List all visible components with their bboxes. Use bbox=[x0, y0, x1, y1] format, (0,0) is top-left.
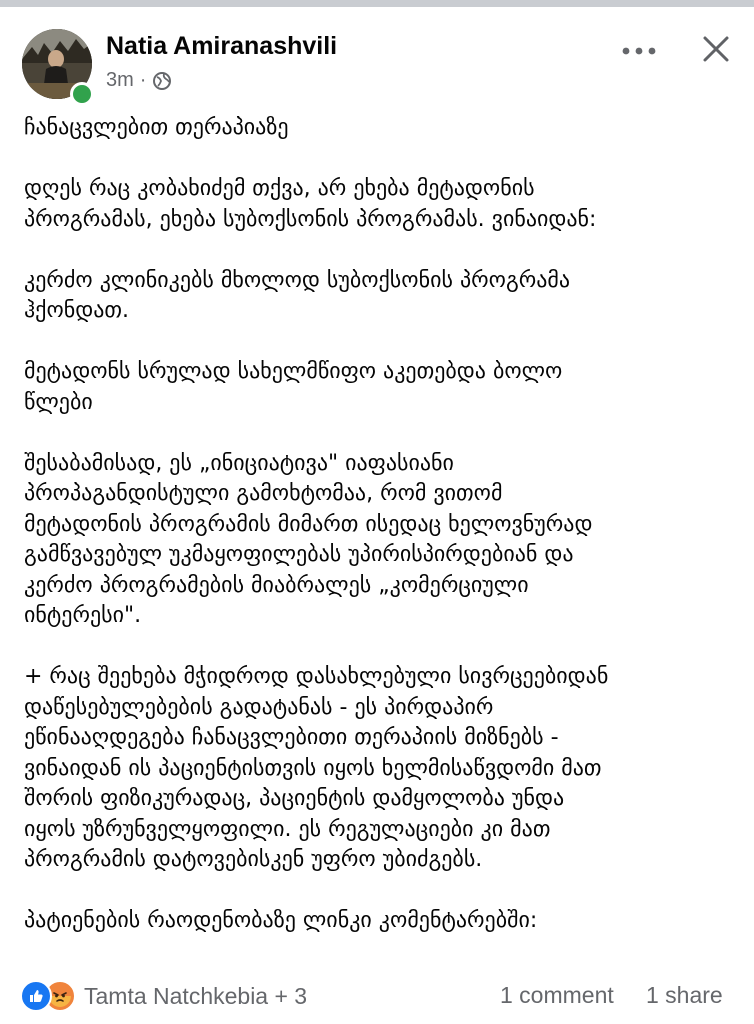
post-line: პატიენების რაოდენობაზე ლინკი კომენტარებში: bbox=[24, 908, 538, 933]
post-paragraph bbox=[24, 266, 740, 327]
post-line: კერძო პროგრამების მიაბრალეს „კომერციული bbox=[24, 572, 529, 598]
post-line: შორის ფიზიკურადაც, პაციენტის დამყოლობა უნდა bbox=[24, 786, 565, 811]
post-line: პროპაგანდისტული გამოხტომაა, რომ ვითომ bbox=[24, 481, 503, 506]
reactors-text: Tamta Natchkebia + 3 bbox=[84, 982, 308, 1009]
post-line: მეტადონის პროგრამის მიმართ ისედაც ხელოვნურად bbox=[24, 511, 593, 537]
post-timestamp[interactable]: 3m bbox=[106, 69, 134, 91]
online-status-indicator bbox=[70, 82, 94, 106]
post-header bbox=[0, 7, 754, 107]
post-line: პროგრამის დატოვებისკენ უფრო უბიძგებს. bbox=[24, 847, 483, 872]
meta-separator: · bbox=[139, 69, 147, 91]
post-paragraph bbox=[24, 357, 740, 418]
post-paragraph bbox=[24, 906, 740, 937]
reactions-summary[interactable] bbox=[20, 980, 307, 1012]
shares-count-link[interactable]: 1 share bbox=[646, 982, 723, 1008]
post-line: დაწესებულებების გადატანას - ეს პირდაპირ bbox=[24, 694, 494, 720]
post-line: + რაც შეეხება მჭიდროდ დასახლებული სივრცეებიდან bbox=[24, 664, 609, 689]
globe-icon[interactable] bbox=[152, 71, 172, 91]
post-line: ჩანაცვლებით თერაპიაზე bbox=[24, 115, 289, 140]
author-name[interactable]: Natia Amiranashvili bbox=[106, 32, 338, 60]
like-reaction-icon bbox=[20, 980, 52, 1012]
post-line: მეტადონს სრულად სახელმწიფო აკეთებდა ბოლო bbox=[24, 359, 563, 384]
post-line: დღეს რაც კობახიძემ თქვა, არ ეხება მეტადონის bbox=[24, 176, 535, 201]
post-meta bbox=[106, 69, 172, 92]
post-line: ვინაიდან ის პაციენტისთვის იყოს ხელმისაწვდომი მათ bbox=[24, 755, 602, 781]
post-footer bbox=[0, 972, 754, 1018]
post-line: შესაბამისად, ეს „ინიციატივა" იაფასიანი bbox=[24, 450, 454, 476]
post-paragraph bbox=[24, 113, 740, 144]
close-button[interactable] bbox=[694, 27, 738, 71]
post-line: ინტერესი". bbox=[24, 603, 142, 628]
window-top-strip bbox=[0, 0, 754, 7]
more-options-button[interactable] bbox=[614, 33, 664, 69]
post-paragraph bbox=[24, 174, 740, 235]
post-line: პროგრამას, ეხება სუბოქსონის პროგრამას. ვინაიდან: bbox=[24, 206, 597, 232]
post-paragraph bbox=[24, 662, 740, 876]
comments-count-link[interactable]: 1 comment bbox=[500, 982, 614, 1008]
post-text bbox=[24, 113, 740, 937]
post-line: წლები bbox=[24, 389, 93, 415]
close-icon bbox=[702, 35, 730, 63]
post-line: ეწინააღდეგება ჩანაცვლებითი თერაპიის მიზნებს - bbox=[24, 725, 559, 750]
post-line: იყოს უზრუნველყოფილი. ეს რეგულაციები კი მათ bbox=[24, 816, 551, 842]
post-paragraph bbox=[24, 449, 740, 632]
post-line: გამწვავებულ უკმაყოფილებას უპირისპირდებიან და bbox=[24, 542, 574, 567]
post-line: ჰქონდათ. bbox=[24, 298, 130, 323]
post-line: კერძო კლინიკებს მხოლოდ სუბოქსონის პროგრამა bbox=[24, 267, 571, 293]
more-dots-icon bbox=[622, 47, 656, 55]
